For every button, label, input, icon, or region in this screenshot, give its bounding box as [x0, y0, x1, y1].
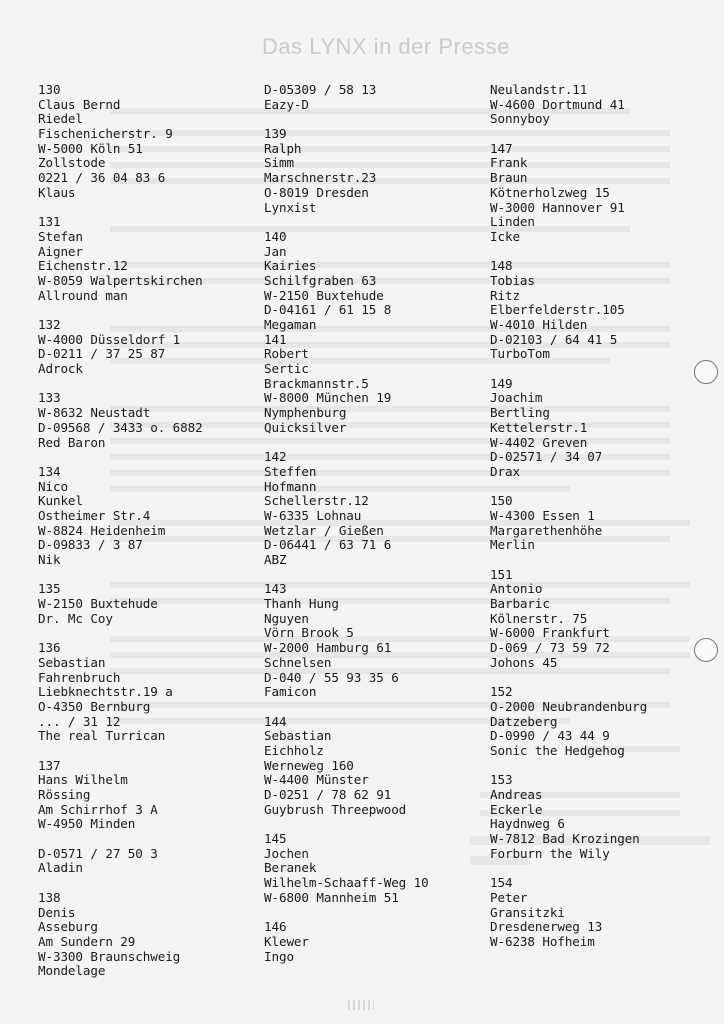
entry-line: Sebastian	[264, 728, 332, 744]
entry-separator	[264, 700, 429, 715]
entry-separator	[264, 568, 429, 583]
entry-number: 132	[38, 317, 61, 332]
entry-line: Stefan	[38, 228, 83, 244]
entry-number: 151	[490, 566, 513, 582]
entry-line: Am Sundern 29	[38, 933, 136, 949]
entry-line: W-4402 Greven	[490, 434, 588, 450]
punch-hole-upper	[694, 360, 718, 384]
entry-line: Denis	[38, 904, 76, 920]
entry-line: W-4300 Essen 1	[490, 507, 595, 523]
entry-line: Johons 45	[490, 654, 558, 670]
entry-line: Robert	[264, 346, 309, 362]
entry-line: Quicksilver	[264, 419, 347, 435]
entry-line: Eichholz	[264, 742, 324, 758]
entry-line: Merlin	[490, 537, 535, 553]
entry-number: 140	[264, 228, 287, 244]
entry-line: O-8019 Dresden	[264, 184, 369, 200]
entry-separator	[490, 480, 647, 495]
entry-number: 148	[490, 258, 513, 274]
entry-number: 149	[490, 375, 513, 391]
entry-number: 134	[38, 463, 61, 479]
entry-line: Brackmannstr.5	[264, 375, 369, 391]
entry-number: 136	[38, 640, 61, 656]
entry-separator	[38, 832, 203, 847]
entry-line: Schilfgraben 63	[264, 272, 377, 288]
entry-line: Haydnweg 6	[490, 816, 565, 832]
entry-line: W-2150 Buxtehude	[38, 596, 158, 612]
entry-line: ABZ	[264, 552, 287, 567]
entry-line: Wetzlar / Gießen	[264, 522, 384, 538]
entry-separator	[264, 817, 429, 832]
entry-number: 135	[38, 581, 61, 597]
entry-line: O-4350 Bernburg	[38, 698, 151, 714]
entry-line: Schellerstr.12	[264, 493, 369, 509]
entry-separator	[490, 671, 647, 686]
entry-separator	[490, 759, 647, 774]
entry-line: W-8059 Walpertskirchen	[38, 272, 203, 288]
entry-separator	[38, 626, 203, 641]
entry-separator	[38, 201, 203, 216]
entry-line: Eichenstr.12	[38, 258, 128, 274]
entry-line: Nymphenburg	[264, 405, 347, 421]
entry-line: Schnelsen	[264, 654, 332, 670]
entry-line: Werneweg 160	[264, 757, 354, 773]
entry-line: Jochen	[264, 845, 309, 861]
entry-line: Nguyen	[264, 610, 309, 626]
entry-line: Nico	[38, 478, 68, 494]
entry-separator	[38, 377, 203, 392]
entry-line: Dr. Mc Coy	[38, 610, 113, 626]
entry-line: Asseburg	[38, 919, 98, 935]
entry-line: Bertling	[490, 405, 550, 421]
entry-line: Aigner	[38, 243, 83, 259]
entry-line: W-4000 Düsseldorf 1	[38, 331, 181, 347]
punch-hole-lower	[694, 638, 718, 662]
entry-line: W-8000 München 19	[264, 390, 392, 406]
entry-line: ... / 31 12	[38, 713, 121, 729]
entry-line: Andreas	[490, 787, 543, 802]
entry-line: W-4600 Dortmund 41	[490, 96, 625, 112]
entry-line: Antonio	[490, 581, 543, 597]
entry-line: Kunkel	[38, 493, 83, 509]
entry-line: Hans Wilhelm	[38, 772, 128, 788]
entry-line: Gransitzki	[490, 904, 565, 920]
entry-line: Ralph	[264, 140, 302, 156]
entry-line: W-2150 Buxtehude	[264, 287, 384, 303]
entry-line: Riedel	[38, 111, 83, 127]
entry-line: Megaman	[264, 317, 317, 332]
entry-line: Wilhelm-Schaaff-Weg 10	[264, 875, 429, 891]
entry-line: Frank	[490, 155, 528, 171]
entry-line: Sonic the Hedgehog	[490, 742, 625, 758]
entry-line: Ingo	[264, 948, 294, 964]
entry-line: Simm	[264, 155, 294, 171]
entry-line: Dresdenerweg 13	[490, 919, 603, 935]
entry-separator	[38, 744, 203, 759]
entry-line: Mondelage	[38, 963, 106, 979]
entry-line: Adrock	[38, 361, 83, 377]
entry-line: W-4010 Hilden	[490, 317, 588, 332]
entry-line: Allround man	[38, 287, 128, 303]
entry-line: W-6335 Lohnau	[264, 507, 362, 523]
entry-line: D-0571 / 27 50 3	[38, 845, 158, 861]
show-through-heading: Das LYNX in der Presse	[262, 34, 510, 59]
entry-line: Liebknechtstr.19 a	[38, 684, 173, 700]
entry-separator	[38, 568, 203, 583]
entry-line: W-6238 Hofheim	[490, 933, 595, 949]
entry-line: W-6800 Mannheim 51	[264, 889, 399, 905]
entry-line: W-5000 Köln 51	[38, 140, 143, 156]
entry-line: Linden	[490, 214, 535, 230]
entry-line: 0221 / 36 04 83 6	[38, 170, 166, 186]
entry-line: D-0211 / 37 25 87	[38, 346, 166, 362]
entry-line: O-2000 Neubrandenburg	[490, 698, 648, 714]
entry-line: Icke	[490, 228, 520, 244]
entry-separator	[264, 215, 429, 230]
entry-line: D-09568 / 3433 o. 6882	[38, 419, 203, 435]
entry-number: 152	[490, 684, 513, 700]
entry-number: 145	[264, 831, 287, 847]
entry-number: 143	[264, 581, 287, 597]
entry-line: D-069 / 73 59 72	[490, 640, 610, 656]
entry-line: Fahrenbruch	[38, 669, 121, 685]
address-column-left	[38, 83, 203, 979]
entry-number: 138	[38, 889, 61, 905]
entry-separator	[38, 450, 203, 465]
entry-separator	[38, 303, 203, 318]
entry-line: Peter	[490, 889, 528, 905]
entry-line: D-0251 / 78 62 91	[264, 787, 392, 802]
entry-line: Zollstode	[38, 155, 106, 171]
entry-line: Drax	[490, 463, 520, 479]
entry-line: D-0990 / 43 44 9	[490, 728, 610, 744]
address-column-middle	[264, 83, 429, 964]
entry-line: W-4950 Minden	[38, 816, 136, 832]
entry-separator	[264, 906, 429, 921]
entry-number: 144	[264, 713, 287, 729]
entry-line: Braun	[490, 170, 528, 186]
entry-line: Sebastian	[38, 654, 106, 670]
entry-line: Forburn the Wily	[490, 845, 610, 861]
entry-separator	[490, 553, 647, 568]
entry-line: Datzeberg	[490, 713, 558, 729]
entry-separator	[490, 127, 647, 142]
entry-line: Jan	[264, 243, 287, 259]
entry-line: Klaus	[38, 184, 76, 200]
entry-line: Claus Bernd	[38, 96, 121, 112]
entry-line: D-05309 / 58 13	[264, 82, 377, 97]
entry-separator	[490, 245, 647, 260]
entry-line: W-6000 Frankfurt	[490, 625, 610, 641]
entry-line: Vörn Brook 5	[264, 625, 354, 641]
entry-number: 137	[38, 757, 61, 773]
entry-separator	[490, 362, 647, 377]
entry-line: W-3300 Braunschweig	[38, 948, 181, 964]
entry-line: Nik	[38, 552, 61, 567]
entry-line: Marschnerstr.23	[264, 170, 377, 186]
entry-line: Eckerle	[490, 801, 543, 817]
entry-line: Eazy-D	[264, 96, 309, 112]
entry-line: Guybrush Threepwood	[264, 801, 407, 817]
entry-line: Ostheimer Str.4	[38, 507, 151, 523]
entry-line: Hofmann	[264, 478, 317, 494]
entry-number: 153	[490, 772, 513, 788]
entry-number: 139	[264, 126, 287, 142]
entry-line: W-7812 Bad Krozingen	[490, 831, 640, 847]
entry-line: Tobias	[490, 272, 535, 288]
entry-line: Joachim	[490, 390, 543, 406]
entry-separator	[38, 876, 203, 891]
entry-number: 147	[490, 140, 513, 156]
entry-line: W-2000 Hamburg 61	[264, 640, 392, 656]
entry-line: W-8632 Neustadt	[38, 405, 151, 421]
entry-line: Red Baron	[38, 434, 106, 450]
entry-line: W-4400 Münster	[264, 772, 369, 788]
entry-line: Ritz	[490, 287, 520, 303]
entry-line: Steffen	[264, 463, 317, 479]
entry-line: Aladin	[38, 860, 83, 876]
entry-line: D-040 / 55 93 35 6	[264, 669, 399, 685]
entry-line: D-09833 / 3 87	[38, 537, 143, 553]
entry-line: Sonnyboy	[490, 111, 550, 127]
entry-line: Klewer	[264, 933, 309, 949]
entry-line: Lynxist	[264, 199, 317, 215]
entry-line: The real Turrican	[38, 728, 166, 744]
entry-line: Beranek	[264, 860, 317, 876]
entry-line: Margarethenhöhe	[490, 522, 603, 538]
entry-line: D-06441 / 63 71 6	[264, 537, 392, 553]
entry-number: 130	[38, 82, 61, 97]
entry-line: Neulandstr.11	[490, 82, 588, 97]
entry-line: Kötnerholzweg 15	[490, 184, 610, 200]
entry-line: Am Schirrhof 3 A	[38, 801, 158, 817]
entry-line: Rössing	[38, 787, 91, 802]
entry-number: 141	[264, 331, 287, 347]
entry-number: 142	[264, 449, 287, 465]
entry-line: Thanh Hung	[264, 596, 339, 612]
entry-number: 150	[490, 493, 513, 509]
entry-line: Sertic	[264, 361, 309, 377]
entry-separator	[264, 436, 429, 451]
entry-line: Famicon	[264, 684, 317, 700]
address-column-right	[490, 83, 647, 950]
entry-line: Barbaric	[490, 596, 550, 612]
paper-scrap-mark	[348, 1000, 374, 1010]
entry-line: D-02571 / 34 07	[490, 449, 603, 465]
entry-line: Elberfelderstr.105	[490, 302, 625, 318]
entry-separator	[264, 112, 429, 127]
entry-line: W-8824 Heidenheim	[38, 522, 166, 538]
entry-line: W-3000 Hannover 91	[490, 199, 625, 215]
entry-separator	[490, 861, 647, 876]
entry-number: 154	[490, 875, 513, 891]
entry-number: 133	[38, 390, 61, 406]
entry-line: Kettelerstr.1	[490, 419, 588, 435]
entry-number: 131	[38, 214, 61, 230]
entry-line: Kairies	[264, 258, 317, 274]
entry-number: 146	[264, 919, 287, 935]
entry-line: Fischenicherstr. 9	[38, 126, 173, 142]
entry-line: D-02103 / 64 41 5	[490, 331, 618, 347]
entry-line: Kölnerstr. 75	[490, 610, 588, 626]
entry-line: TurboTom	[490, 346, 550, 362]
entry-line: D-04161 / 61 15 8	[264, 302, 392, 318]
